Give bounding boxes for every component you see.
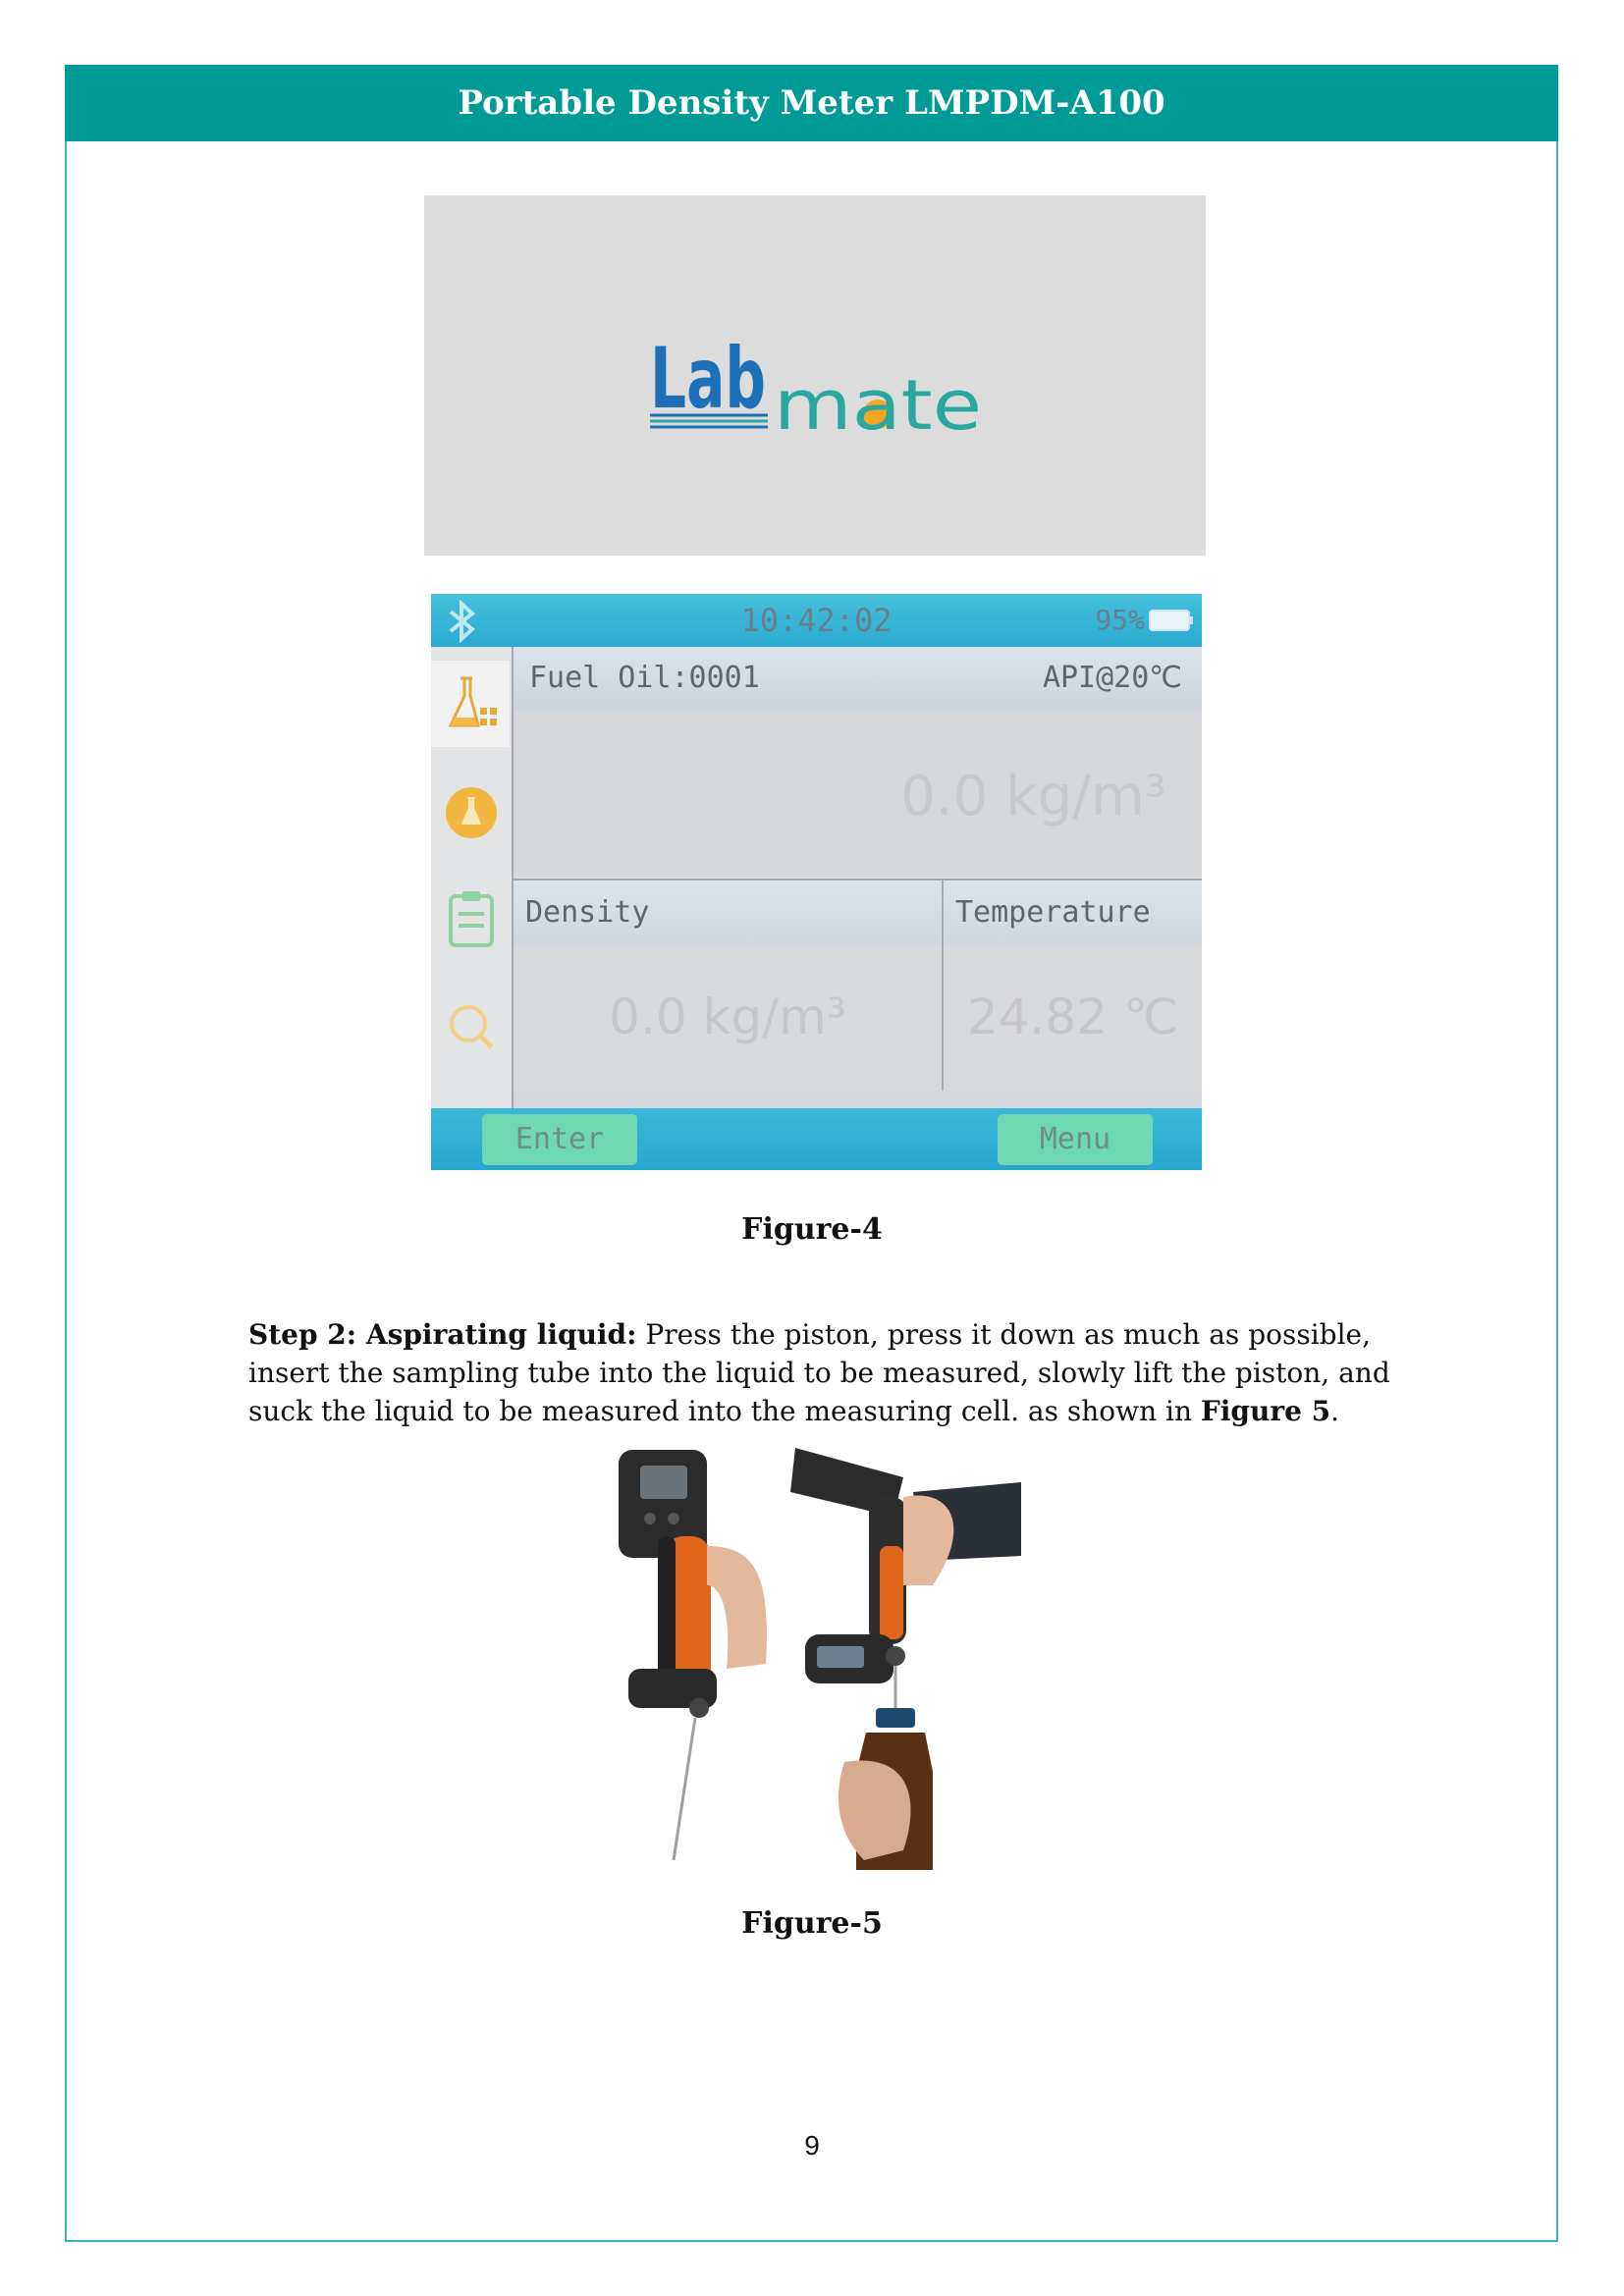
figure-5-caption: Figure-5: [741, 1906, 883, 1941]
sidebar: [431, 647, 514, 1108]
flask-circle-icon[interactable]: [443, 782, 500, 843]
step-2-paragraph: [248, 1315, 1446, 1430]
left-device-illustration: [619, 1450, 767, 1860]
sample-name: Fuel Oil:0001: [529, 661, 760, 695]
labmate-logo: [650, 331, 984, 439]
sample-header: [514, 647, 1202, 710]
logo-splash-screen: [424, 195, 1206, 556]
figure-5-reference: Figure 5: [1200, 1395, 1331, 1427]
logo-text-lab: Lab: [650, 331, 766, 428]
density-label: Density: [514, 881, 942, 945]
battery-percent: 95%: [1095, 604, 1145, 636]
enter-button[interactable]: Enter: [482, 1114, 637, 1165]
page-header: Portable Density Meter LMPDM-A100: [65, 65, 1558, 141]
logo-text-mate: mate: [774, 365, 982, 439]
page-number: 9: [804, 2130, 820, 2161]
temperature-cell: [944, 879, 1202, 1091]
density-cell: [514, 879, 944, 1091]
status-bar: [431, 594, 1202, 647]
clock-time: 10:42:02: [740, 602, 893, 639]
measurement-mode: API@20℃: [1042, 661, 1182, 695]
device-screen: [431, 594, 1202, 1170]
step-2-heading: Step 2: Aspirating liquid:: [248, 1318, 637, 1351]
device-usage-photo: [609, 1438, 1021, 1870]
temperature-label: Temperature: [944, 881, 1202, 945]
right-device-illustration: [790, 1448, 1021, 1870]
menu-button[interactable]: Menu: [998, 1114, 1153, 1165]
step-2-text: Press the piston, press it down as much as possible, insert the sampling tube into the liquid to be measured, slowly lift the piston, and suck the liquid to be measured into the measuring cell. as shown in: [248, 1318, 1390, 1427]
flask-grid-icon[interactable]: [443, 674, 500, 735]
density-value: 0.0 kg/m³: [609, 988, 846, 1045]
main-readout: [514, 710, 1202, 879]
softkey-bar: [431, 1108, 1202, 1170]
battery-icon: [1149, 610, 1194, 631]
clipboard-icon[interactable]: [443, 888, 500, 949]
search-icon[interactable]: [443, 996, 500, 1057]
temperature-value: 24.82 ℃: [966, 988, 1179, 1045]
step-2-text-end: .: [1330, 1395, 1340, 1427]
figure-4-caption: Figure-4: [741, 1212, 883, 1247]
main-density-value: 0.0 kg/m³: [900, 765, 1166, 828]
